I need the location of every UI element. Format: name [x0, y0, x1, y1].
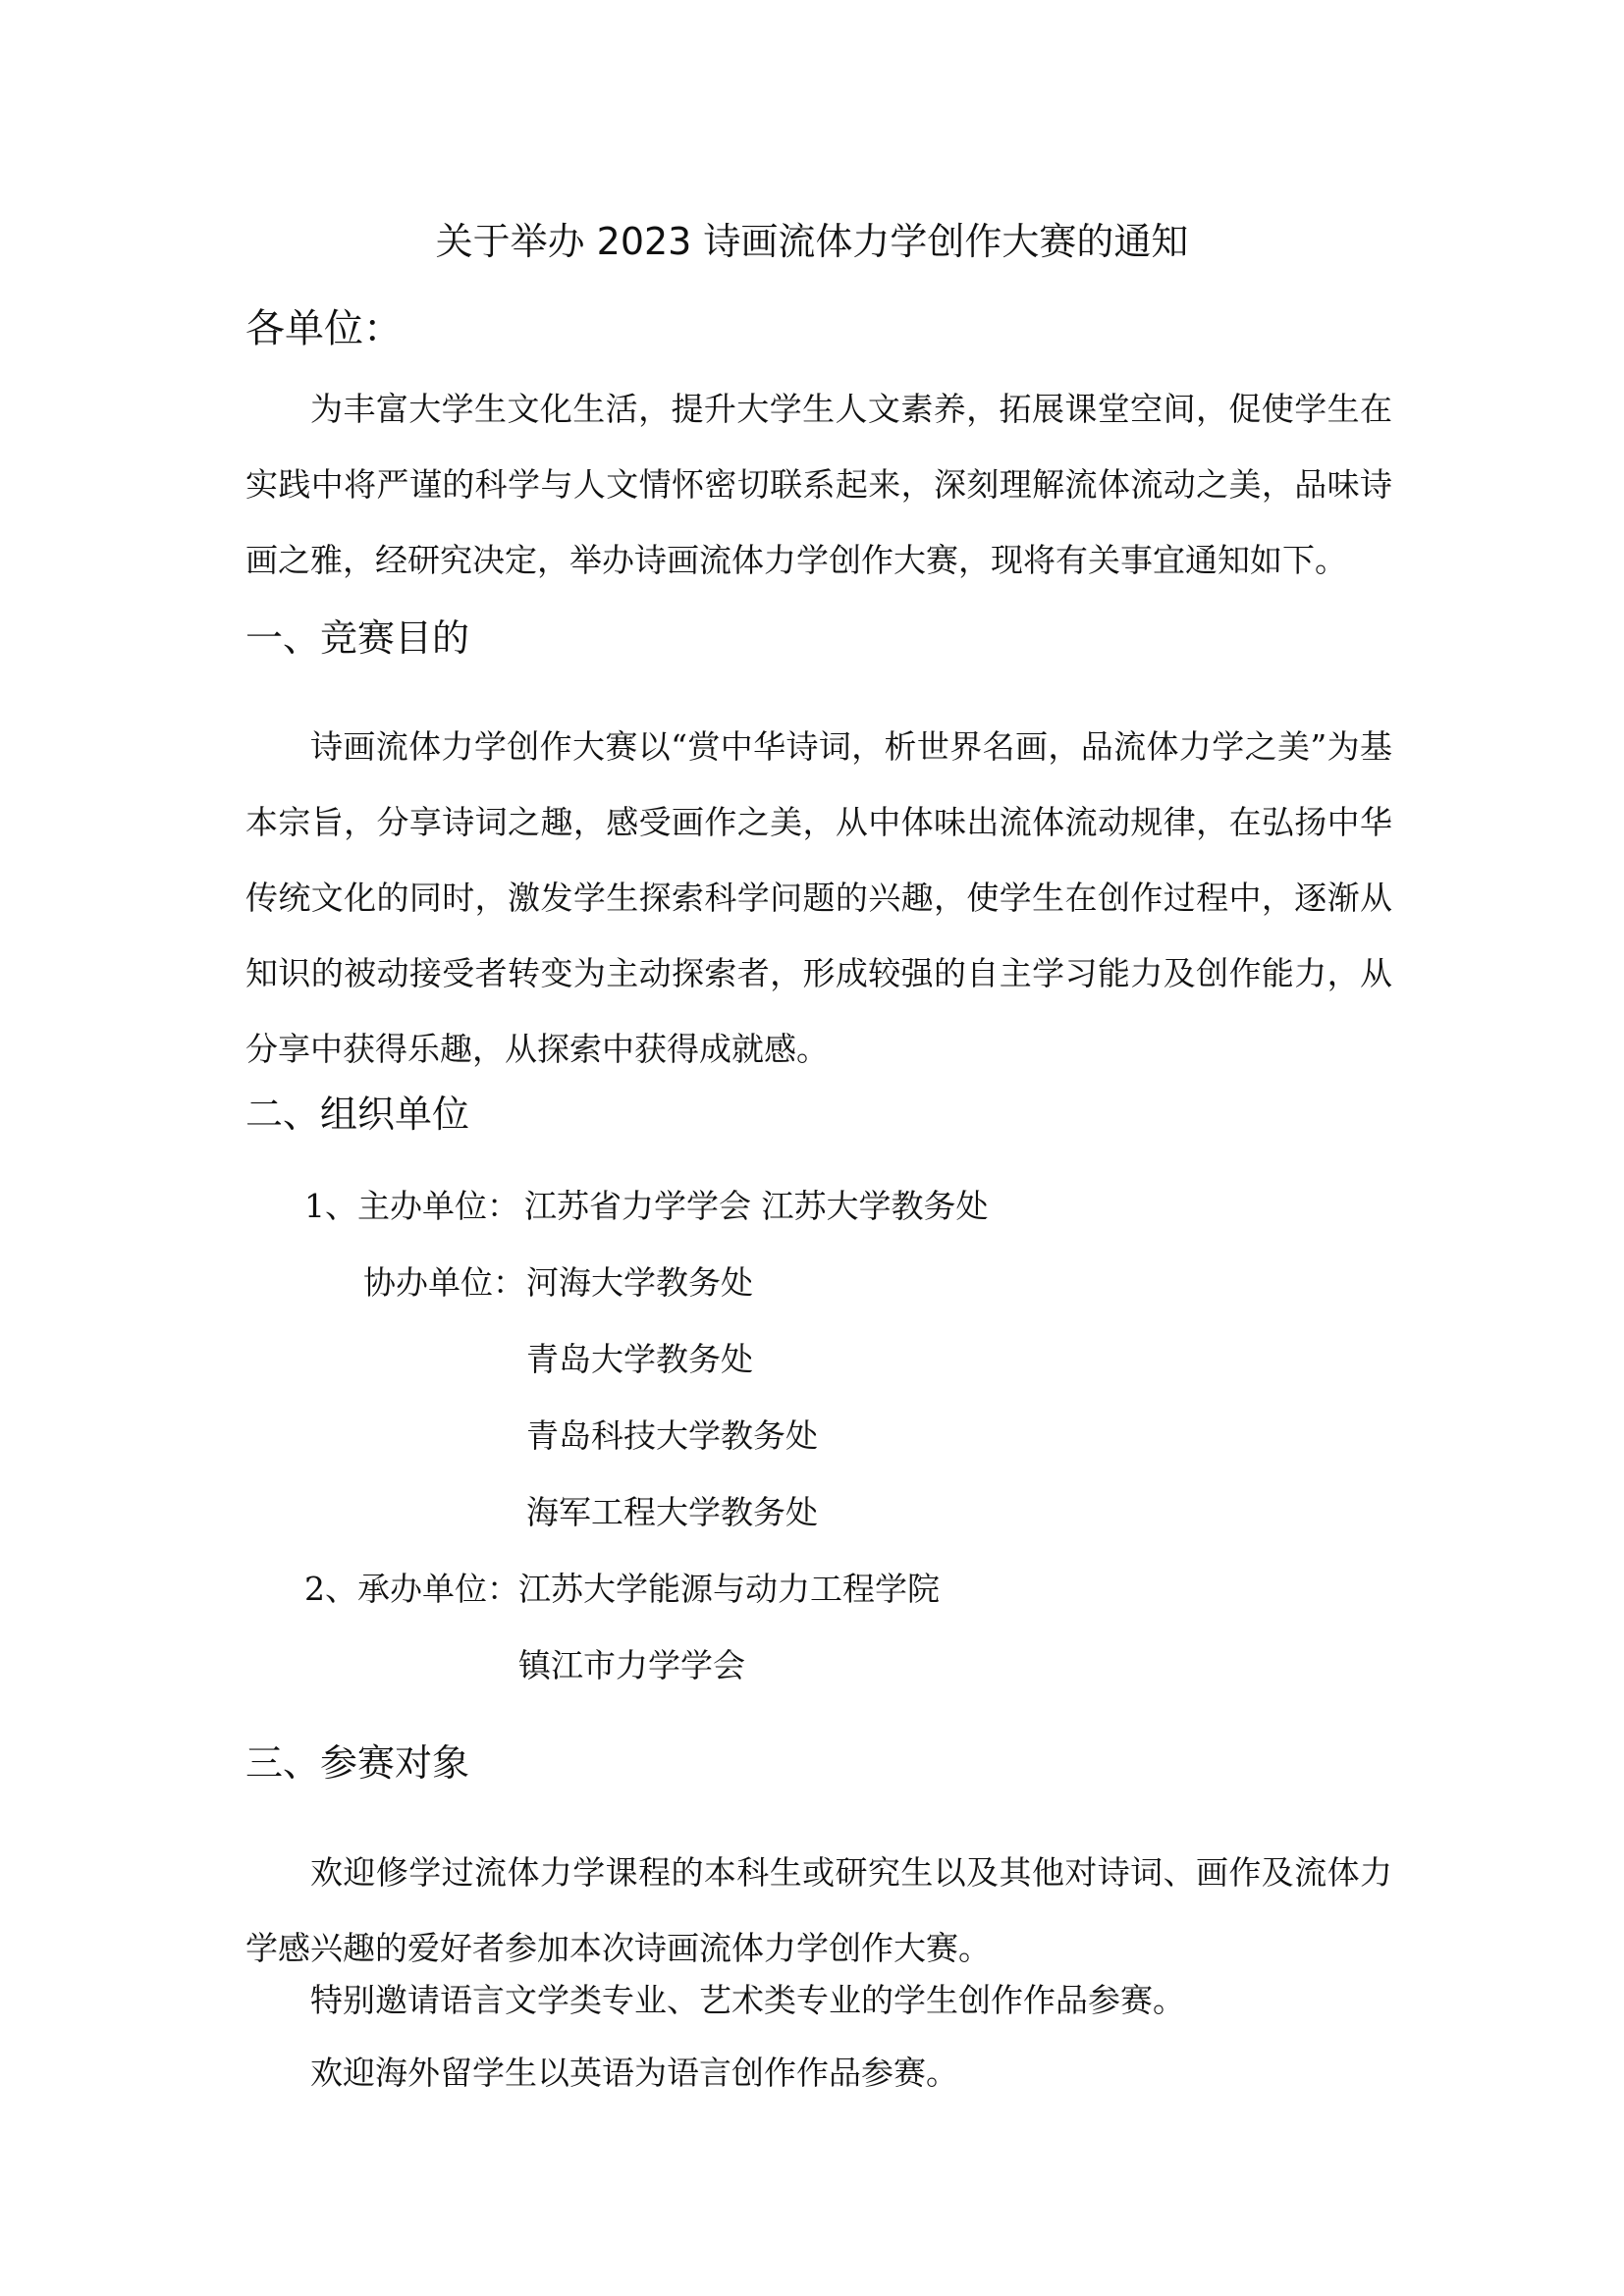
co-organizer-item: 河海大学教务处	[526, 1263, 753, 1302]
host-label: 1、主办单位：	[304, 1187, 519, 1225]
purpose-paragraph: 诗画流体力学创作大赛以“赏中华诗词，析世界名画，品流体力学之美”为基本宗旨，分享诗词之趣，感受画作之美，从中体味出流体流动规律，在弘扬中华传统文化的同时，激发学生探索科学问题的兴趣，使学生在创作过程中，逐渐从知识的被动接受者转变为主动探索者，形成较强的自主学习能力及创作能力，从分享中获得乐趣，从探索中获得成就感。	[245, 727, 1392, 1068]
section-heading-participants: 三、参赛对象	[245, 1741, 470, 1785]
organizer-item: 镇江市力学学会	[518, 1646, 745, 1684]
participants-note: 特别邀请语言文学类专业、艺术类专业的学生创作作品参赛。	[310, 1981, 1185, 2019]
co-organizer-label: 协办单位：	[363, 1263, 525, 1302]
section-heading-purpose: 一、竞赛目的	[245, 616, 470, 660]
section-heading-organizers: 二、组织单位	[245, 1093, 470, 1136]
organizer-item: 江苏大学能源与动力工程学院	[518, 1570, 940, 1608]
participants-note: 欢迎海外留学生以英语为语言创作作品参赛。	[310, 2054, 958, 2092]
co-organizer-item: 海军工程大学教务处	[526, 1493, 818, 1531]
host-value: 江苏省力学学会 江苏大学教务处	[524, 1187, 989, 1225]
organizer-label: 2、承办单位：	[304, 1570, 519, 1608]
co-organizer-item: 青岛科技大学教务处	[526, 1416, 818, 1455]
salutation: 各单位：	[245, 306, 403, 351]
page-title: 关于举办 2023 诗画流体力学创作大赛的通知	[435, 220, 1189, 263]
participants-paragraph: 欢迎修学过流体力学课程的本科生或研究生以及其他对诗词、画作及流体力学感兴趣的爱好者参加本次诗画流体力学创作大赛。	[245, 1853, 1392, 1967]
co-organizer-item: 青岛大学教务处	[526, 1340, 753, 1378]
intro-paragraph: 为丰富大学生文化生活，提升大学生人文素养，拓展课堂空间，促使学生在实践中将严谨的科学与人文情怀密切联系起来，深刻理解流体流动之美，品味诗画之雅，经研究决定，举办诗画流体力学创作大赛，现将有关事宜通知如下。	[245, 390, 1392, 579]
